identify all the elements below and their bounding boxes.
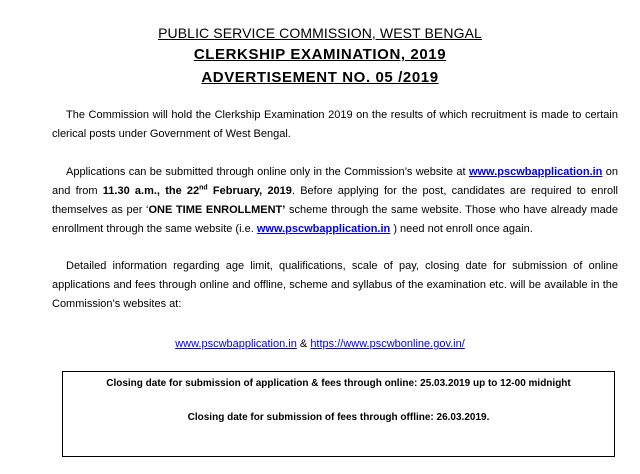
details-paragraph <box>52 257 618 314</box>
links-separator: & <box>296 338 311 350</box>
application-website-link[interactable]: www.pscwbapplication.in <box>468 166 603 178</box>
online-closing-date: Closing date for submission of application & fees through online: 25.03.2019 up to 12-00 midnight <box>106 378 571 389</box>
application-text-4: scheme through the same website. Those who have already made enrollment through the same website (i.e. <box>52 204 619 235</box>
enrollment-website-link[interactable]: www.pscwbapplication.in <box>256 223 391 235</box>
exam-title: CLERKSHIP EXAMINATION, 2019 <box>193 46 447 63</box>
intro-paragraph <box>52 106 618 144</box>
offline-closing-date: Closing date for submission of fees through offline: 26.03.2019. <box>187 412 490 423</box>
application-text-2: on and from <box>52 166 619 197</box>
intro-text: The Commission will hold the Clerkship Examination 2019 on the results of which recruitment is made to certain clerical posts under Government of West Bengal. <box>52 109 618 140</box>
application-paragraph <box>52 163 618 239</box>
pscwbapplication-link[interactable]: www.pscwbapplication.in <box>175 338 297 350</box>
start-month-year: February, 2019 <box>207 185 292 197</box>
commission-title: PUBLIC SERVICE COMMISSION, WEST BENGAL <box>158 25 482 41</box>
start-time: 11.30 a.m., the 22 <box>102 185 200 197</box>
enrollment-scheme: ONE TIME ENROLLMENT’ <box>148 204 286 216</box>
application-text-3: . Before applying for the post, candidates are required to enroll themselves as per ‘ <box>52 185 618 216</box>
closing-dates-box <box>62 371 615 457</box>
application-text-5: ) need not enroll once again. <box>390 223 533 235</box>
pscwbonline-link[interactable]: https://www.pscwbonline.gov.in/ <box>310 338 465 350</box>
start-day-suffix: nd <box>199 184 208 192</box>
advertisement-number: ADVERTISEMENT NO. 05 /2019 <box>201 69 439 86</box>
start-datetime <box>103 185 292 197</box>
application-text-1: Applications can be submitted through online only in the Commission’s website at <box>66 166 469 178</box>
details-text: Detailed information regarding age limit, qualifications, scale of pay, closing date for submission of online applications and fees through online and offline, scheme and syllabus of the examination etc. will be available in the Commission’s websites at: <box>52 260 618 310</box>
websites-row <box>0 335 640 354</box>
